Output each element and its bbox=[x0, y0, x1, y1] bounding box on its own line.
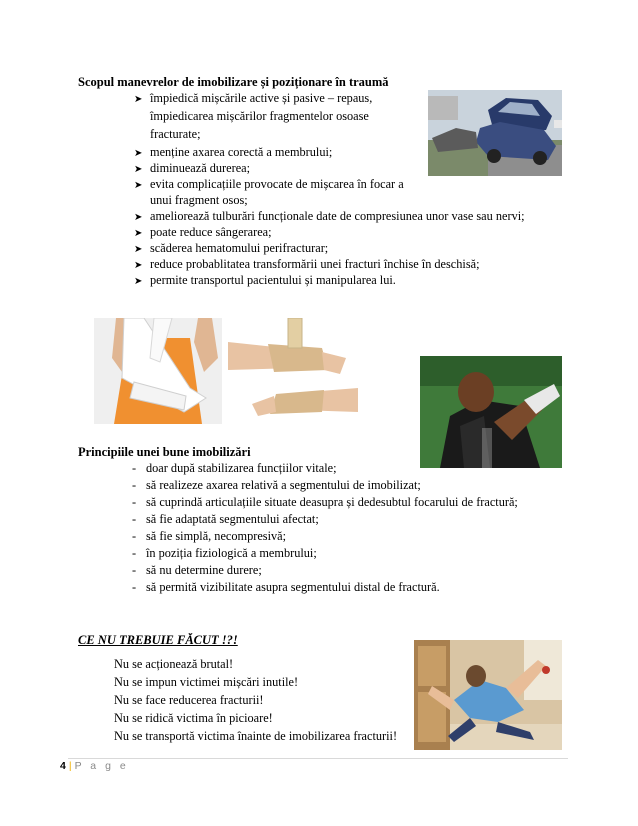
list-item-continuation: fracturate; bbox=[150, 127, 201, 141]
page-label: P a g e bbox=[74, 760, 129, 772]
list-item: - să fie adaptată segmentului afectat; bbox=[132, 512, 319, 526]
car-crash-photo bbox=[428, 90, 562, 176]
list-item: Nu se transportă victima înainte de imobilizarea fracturii! bbox=[114, 729, 398, 743]
list-item: - să permită vizibilitate asupra segmentului distal de fractură. bbox=[132, 580, 440, 594]
list-item: - să realizeze axarea relativă a segmentului de imobilizat; bbox=[132, 478, 421, 492]
arrow-bullet-icon: ➤ bbox=[134, 212, 143, 223]
arm-sling-photo bbox=[94, 318, 222, 424]
list-item: - să cuprindă articulațiile situate deasupra și dedesubtul focarului de fractură; bbox=[132, 495, 518, 509]
section-title-donts: CE NU TREBUIE FĂCUT !?! bbox=[78, 633, 238, 647]
list-item: ➤ scăderea hematomului perifracturar; bbox=[134, 240, 328, 258]
arrow-bullet-icon: ➤ bbox=[134, 260, 143, 271]
list-item: Nu se ridică victima în picioare! bbox=[114, 711, 273, 725]
wrist-splint-photo bbox=[228, 318, 358, 424]
section-title-purpose: Scopul manevrelor de imobilizare și poziționare în traumă bbox=[78, 75, 389, 89]
footer-rule bbox=[68, 758, 568, 759]
page-footer bbox=[60, 760, 129, 772]
list-item-continuation: unui fragment osos; bbox=[150, 193, 248, 207]
arrow-bullet-icon: ➤ bbox=[134, 180, 143, 191]
list-item: ➤ reduce probablitatea transformării unei fracturi închise în deschisă; bbox=[134, 256, 480, 274]
list-item: - să nu determine durere; bbox=[132, 563, 262, 577]
page-number: 4 bbox=[60, 760, 66, 772]
list-item: ➤ menține axarea corectă a membrului; bbox=[134, 144, 332, 162]
list-item: ➤ împiedică mișcările active și pasive – repaus, bbox=[134, 90, 372, 108]
falling-woman-photo bbox=[414, 640, 562, 750]
arrow-bullet-icon: ➤ bbox=[134, 244, 143, 255]
section-title-principles: Principiile unei bune imobilizări bbox=[78, 445, 251, 459]
list-item: ➤ permite transportul pacientului și manipularea lui. bbox=[134, 272, 396, 290]
list-item: Nu se acționează brutal! bbox=[114, 657, 234, 671]
list-item: ➤ ameliorează tulburări funcționale date de compresiunea unor vase sau nervi; bbox=[134, 208, 525, 226]
list-item: Nu se face reducerea fracturii! bbox=[114, 693, 264, 707]
list-item-continuation: împiedicarea mișcărilor fragmentelor osoase bbox=[150, 109, 369, 123]
arrow-bullet-icon: ➤ bbox=[134, 276, 143, 287]
list-item: - să fie simplă, necompresivă; bbox=[132, 529, 287, 543]
arrow-bullet-icon: ➤ bbox=[134, 94, 143, 105]
list-item: Nu se impun victimei mișcări inutile! bbox=[114, 675, 299, 689]
footer-separator: | bbox=[68, 760, 72, 772]
list-item: ➤ poate reduce sângerarea; bbox=[134, 224, 272, 242]
list-item: - în poziția fiziologică a membrului; bbox=[132, 546, 317, 560]
arrow-bullet-icon: ➤ bbox=[134, 228, 143, 239]
list-item: - doar după stabilizarea funcțiilor vitale; bbox=[132, 461, 337, 475]
injured-footballer-photo bbox=[420, 356, 562, 468]
list-item: ➤ diminuează durerea; bbox=[134, 160, 250, 178]
list-item: ➤ evita complicațiile provocate de mișcarea în focar a bbox=[134, 176, 404, 194]
arrow-bullet-icon: ➤ bbox=[134, 148, 143, 159]
arrow-bullet-icon: ➤ bbox=[134, 164, 143, 175]
